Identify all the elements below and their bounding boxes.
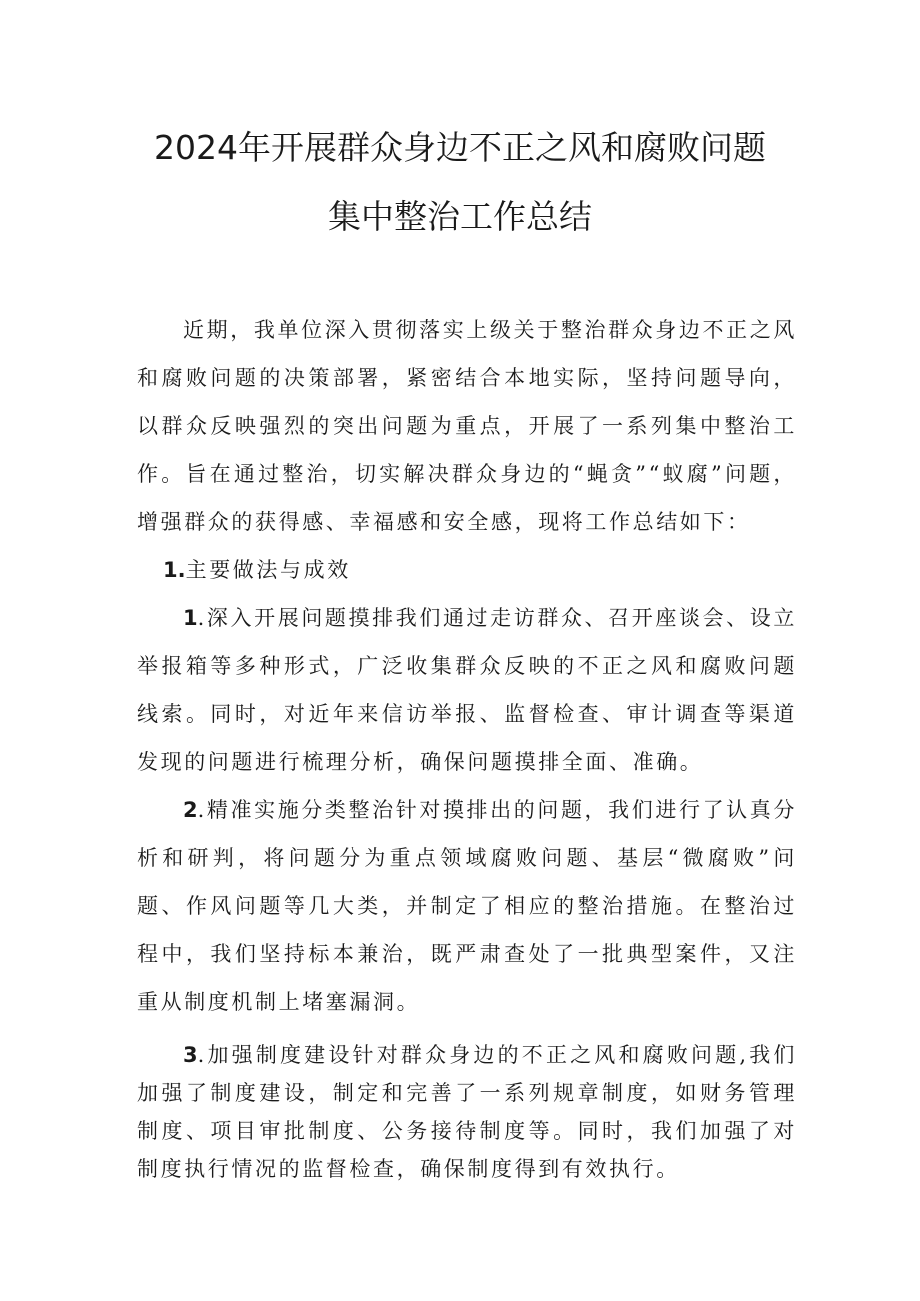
item-number-2: 2 [183,798,198,822]
item-paragraph-2 [137,786,797,1026]
document-title-line-1: 2024年开展群众身边不正之风和腐败问题 [154,128,766,167]
section-heading [163,546,823,594]
document-title-line-2: 集中整治工作总结 [328,197,592,236]
item-paragraph-3 [137,1036,797,1188]
item-text-2: .精准实施分类整治针对摸排出的问题，我们进行了认真分析和研判，将问题分为重点领域腐败问题、基层“微腐败”问题、作风问题等几大类，并制定了相应的整治措施。在整治过程中，我们坚持标本兼治，既严肃查处了一批典型案件，又注重从制度机制上堵塞漏洞。 [137,798,797,1014]
item-text-3: .加强制度建设针对群众身边的不正之风和腐败问题,我们加强了制度建设，制定和完善了一系列规章制度，如财务管理制度、项目审批制度、公务接待制度等。同时，我们加强了对制度执行情况的监督检查，确保制度得到有效执行。 [137,1043,797,1181]
item-number-3: 3 [183,1043,198,1067]
intro-paragraph: 近期，我单位深入贯彻落实上级关于整治群众身边不正之风和腐败问题的决策部署，紧密结合本地实际，坚持问题导向，以群众反映强烈的突出问题为重点，开展了一系列集中整治工作。旨在通过整治，切实解决群众身边的“蝇贪”“蚁腐”问题，增强群众的获得感、幸福感和安全感，现将工作总结如下： [137,318,797,534]
section-number: 1. [163,558,186,582]
item-text-1: .深入开展问题摸排我们通过走访群众、召开座谈会、设立举报箱等多种形式，广泛收集群众反映的不正之风和腐败问题线索。同时，对近年来信访举报、监督检查、审计调查等渠道发现的问题进行梳理分析，确保问题摸排全面、准确。 [137,606,797,774]
item-number-1: 1 [183,606,198,630]
section-heading-text: 主要做法与成效 [185,558,351,582]
item-paragraph-1 [137,594,797,786]
